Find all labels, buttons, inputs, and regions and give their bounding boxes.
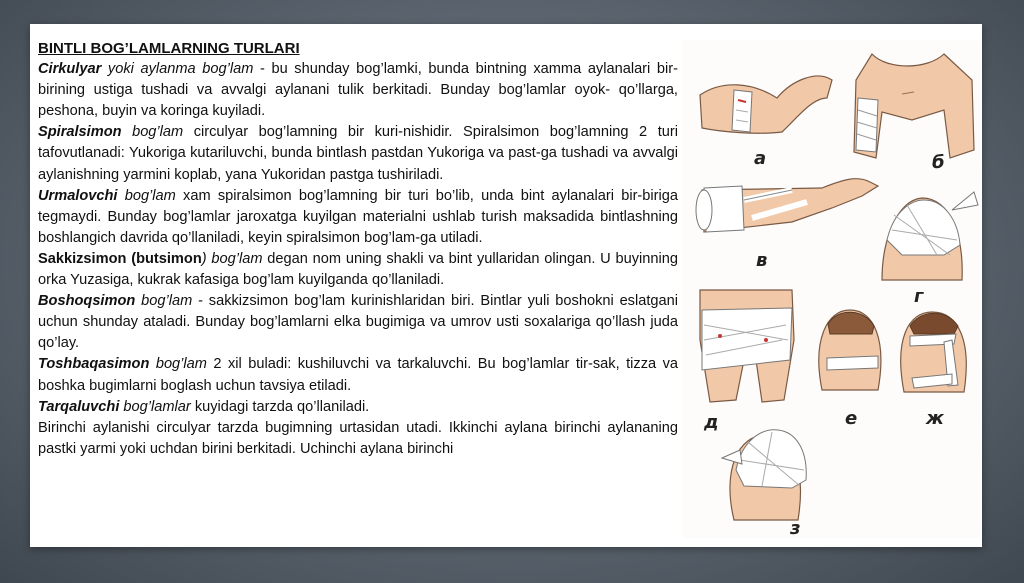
term-spiralsimon: Spiralsimon	[38, 124, 122, 141]
term-tarqaluvchi: Tarqaluvchi	[38, 398, 120, 415]
figure-label-b: б	[932, 152, 945, 173]
term-toshbaqasimon: Toshbaqasimon	[38, 356, 150, 373]
figure-label-z: з	[790, 518, 801, 538]
figure-zh-head	[901, 312, 967, 429]
term-spiralsimon-rest: bog’lam	[121, 124, 184, 141]
term-boshoqsimon: Boshoqsimon	[38, 293, 136, 310]
paragraph-text: 2 xil buladi: kushiluvchi va tarkaluvchi. Bu bog’lamlar tir-sak, tizza va boshka bugimlarni boglash uchun tavsiya etiladi.	[38, 356, 678, 394]
paragraph-continuation: Birinchi aylanishi circulyar tarzda bugimning urtasidan utadi. Ikkinchi aylana birinchi aylananing pastki yarmi yoki uchdan birini berkitadi. Uchinchi aylana birinchi	[38, 419, 678, 457]
figure-d-pelvis	[700, 290, 794, 433]
term-cirkulyar: Cirkulyar	[38, 61, 102, 78]
text-column	[38, 38, 678, 460]
bandage-illustrations	[682, 40, 980, 538]
term-urmalovchi-rest: bog’lam	[117, 187, 176, 204]
paragraph-text: circulyar bog’lamning bir kuri-nishidir. Spiralsimon bog’lamning 2 turi tafovutlanadi: Yukoriga kutariluvchi, bunda bintlash pastdan Yukoriga va past-ga tushadi va avvalgi aylanishning yarmini koplab, yana Yukoridan pastga tushiriladi.	[38, 124, 678, 183]
figure-v-forearm	[696, 179, 878, 271]
paragraph-text: xam spiralsimon bog’lamning bir turi bo’lib, unda bint aylanalari bir-biriga tegmaydi. Bunday bog’lamlar jaroxatga kuyilgan materialni ushlab turish maksadida bintlashning boshlangich davrida qo’llaniladi, keyin spiralsimon bog’lam-ga utiladi.	[38, 187, 678, 246]
figure-z-head	[722, 430, 806, 538]
paragraph-text: - sakkizsimon bog’lam kurinishlaridan biri. Bintlar yuli boshokni eslatgani uchun shunday ataladi. Bunday bog’lamlarni elka bugimiga va umrov usti soxalariga qo’llash juda qo’lay.	[38, 293, 678, 352]
term-urmalovchi: Urmalovchi	[38, 187, 118, 204]
term-toshbaqasimon-rest: bog’lam	[149, 356, 207, 373]
term-boshoqsimon-rest: bog’lam	[135, 293, 193, 310]
figure-a-arm	[700, 76, 832, 169]
paragraph-text: kuyidagi tarzda qo’llaniladi.	[190, 398, 370, 415]
paragraph-text: - bu shunday bog’lamki, bunda bintning xamma aylanalari bir-birining ustiga tushadi va avvalgi aylanani tulik berkitadi. Bunday bog’lamlar oyok- qo’llarga, peshona, buyin va koringa kuyiladi.	[38, 61, 678, 120]
paragraph-toshbaqasimon	[38, 354, 678, 396]
term-sakkizsimon: Sakkizsimon (butsimon	[38, 250, 202, 267]
paragraph-tarqaluvchi	[38, 397, 678, 418]
paragraph-boshoqsimon	[38, 291, 678, 354]
paragraph-text: degan nom uning shakli va bint yullaridan olingan. U buyinning orka Yuzasiga, kukrak kafasiga bog’lam kuyilganda qo’llaniladi.	[38, 250, 678, 289]
term-sakkizsimon-rest: ) bog’lam	[201, 250, 263, 267]
bandage-illustrations-svg	[682, 40, 980, 538]
figure-label-e: е	[845, 408, 858, 429]
term-tarqaluvchi-rest: bog’lamlar	[119, 398, 191, 415]
figure-e-face	[819, 310, 881, 429]
paragraph-sakkizsimon	[38, 249, 678, 291]
paragraph-urmalovchi	[38, 186, 678, 249]
figure-b-torso	[854, 54, 974, 173]
term-cirkulyar-rest: yoki aylanma bog’lam	[101, 61, 254, 78]
figure-label-d: д	[704, 412, 719, 433]
figure-g-head	[882, 192, 978, 307]
paragraph-spiralsimon	[38, 122, 678, 185]
slide	[30, 24, 982, 547]
document-heading: BINTLI BOG’LAMLARNING TURLARI	[38, 40, 300, 57]
paragraph-cirkulyar	[38, 59, 678, 122]
figure-label-g: г	[914, 286, 924, 307]
figure-label-v: в	[756, 250, 768, 271]
figure-label-zh: ж	[926, 408, 944, 429]
figure-label-a: а	[754, 148, 767, 169]
